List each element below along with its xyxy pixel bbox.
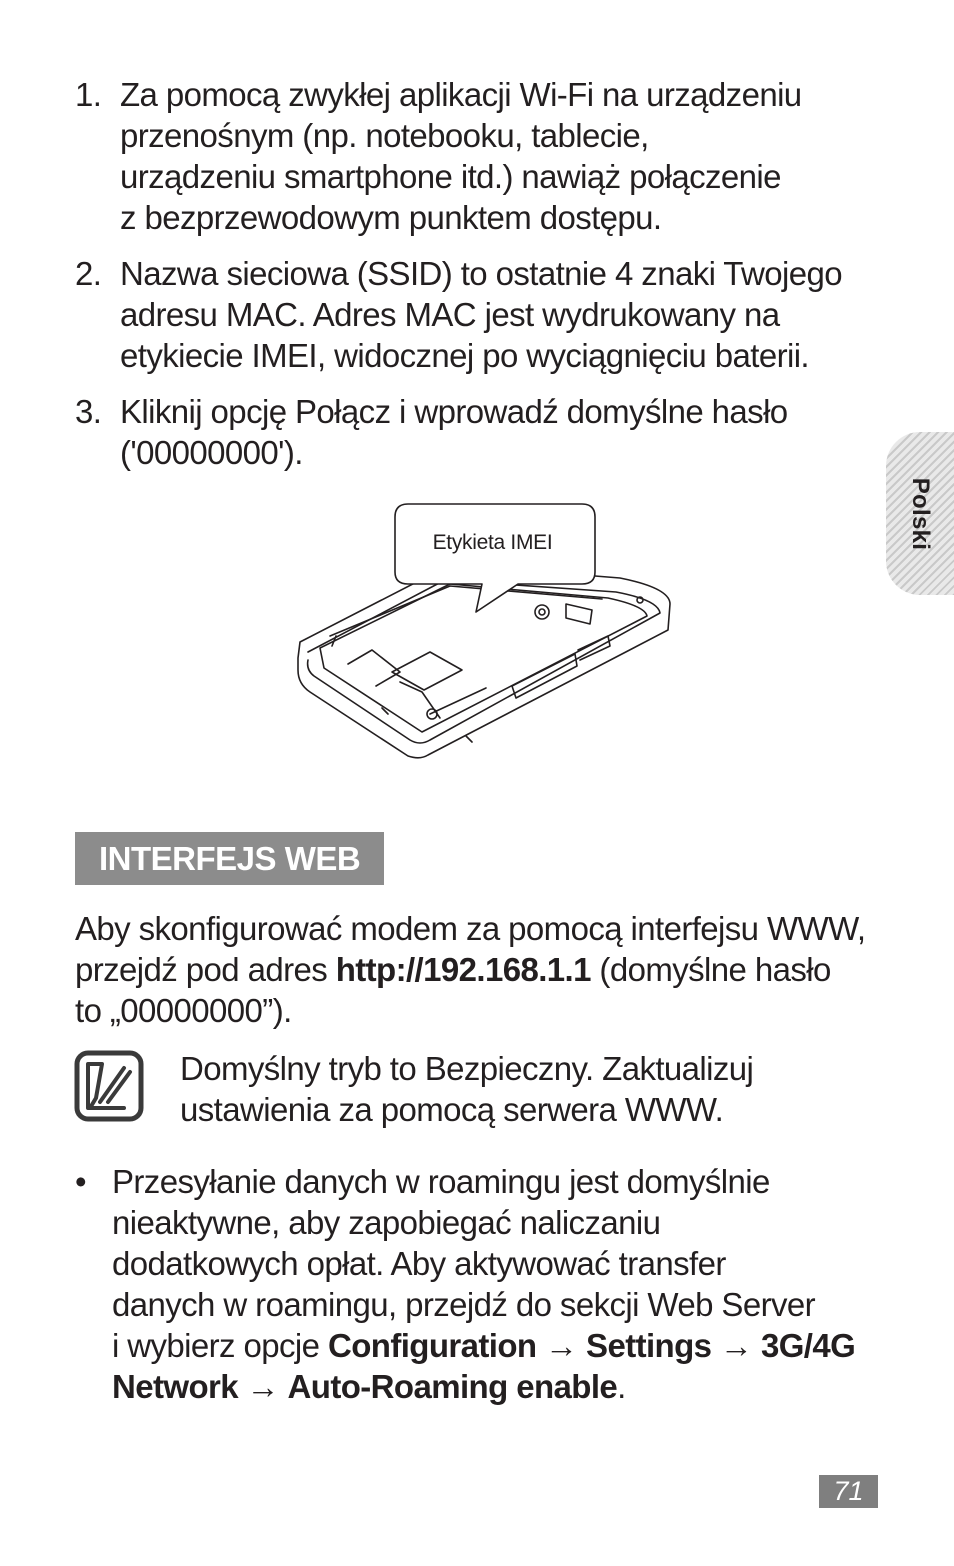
step-text-line: ('00000000'). [120, 434, 303, 471]
step-number: 3. [75, 393, 102, 430]
bullet-line: Przesyłanie danych w roamingu jest domyślnie [112, 1163, 770, 1200]
intro-text: (domyślne hasło [590, 951, 831, 988]
language-tab-label: Polski [907, 477, 934, 551]
menu-path-step: Configuration [328, 1327, 537, 1364]
bullet-end: . [617, 1368, 626, 1405]
path-arrow: → [536, 1327, 587, 1364]
bullet-line: dodatkowych opłat. Aby aktywować transfer [112, 1245, 726, 1282]
step-text-line: etykiecie IMEI, widocznej po wyciągnięciu baterii. [120, 337, 809, 374]
intro-line: to „00000000”). [75, 992, 292, 1029]
step-number: 1. [75, 76, 102, 113]
step-text-line: przenośnym (np. notebooku, tablecie, [120, 117, 649, 154]
section-heading: INTERFEJS WEB [75, 832, 384, 885]
step-text-line: Za pomocą zwykłej aplikacji Wi-Fi na urządzeniu [120, 76, 802, 113]
step-text-line: z bezprzewodowym punktem dostępu. [120, 199, 662, 236]
bullet-dot: • [75, 1163, 86, 1200]
note-text [180, 1048, 860, 1130]
step-item [75, 74, 875, 238]
menu-path-step: Settings [586, 1327, 712, 1364]
note-icon [74, 1050, 144, 1122]
menu-path-step: Auto-Roaming enable [287, 1368, 618, 1405]
path-arrow: → [711, 1327, 761, 1364]
step-item [75, 253, 875, 376]
path-arrow: → [238, 1368, 288, 1405]
language-tab [886, 432, 954, 595]
intro-line: Aby skonfigurować modem za pomocą interfejsu WWW, [75, 910, 866, 947]
bullet-line: danych w roamingu, przejdź do sekcji Web Server [112, 1286, 816, 1323]
step-number: 2. [75, 255, 102, 292]
step-text-line: urządzeniu smartphone itd.) nawiąż połączenie [120, 158, 781, 195]
step-text-line: adresu MAC. Adres MAC jest wydrukowany na [120, 296, 780, 333]
imei-label-callout: Etykieta IMEI [432, 531, 553, 554]
step-text-line: Kliknij opcję Połącz i wprowadź domyślne hasło [120, 393, 788, 430]
page-number: 71 [819, 1475, 878, 1508]
device-illustration [290, 500, 680, 765]
intro-text: przejdź pod adres [75, 951, 336, 988]
bullet-text: i wybierz opcje [112, 1327, 328, 1364]
router-url: http://192.168.1.1 [335, 951, 591, 988]
step-item [75, 391, 875, 473]
intro-paragraph [75, 908, 895, 1031]
menu-path-step: 3G/4G Network [112, 1327, 856, 1405]
bullet-line: nieaktywne, aby zapobiegać naliczaniu [112, 1204, 661, 1241]
bullet-item [75, 1161, 912, 1407]
note-line: Domyślny tryb to Bezpieczny. Zaktualizuj [180, 1050, 754, 1087]
step-text-line: Nazwa sieciowa (SSID) to ostatnie 4 znaki Twojego [120, 255, 843, 292]
steps-list [75, 74, 875, 473]
note-line: ustawienia za pomocą serwera WWW. [180, 1091, 724, 1128]
